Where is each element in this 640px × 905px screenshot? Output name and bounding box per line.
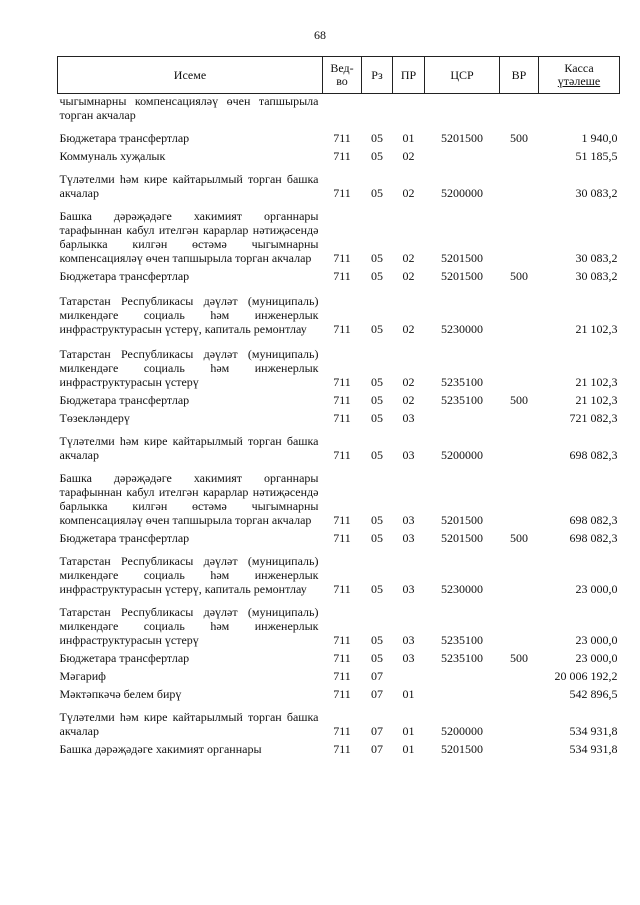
row-vr bbox=[500, 94, 539, 125]
row-name: Коммуналь хуҗалык bbox=[59, 149, 166, 163]
row-vr bbox=[500, 427, 539, 464]
row-rz: 05 bbox=[371, 269, 383, 283]
row-pr: 03 bbox=[402, 448, 415, 462]
row-rz bbox=[362, 94, 393, 125]
row-ved: 711 bbox=[333, 687, 351, 701]
row-ved: 711 bbox=[333, 375, 351, 389]
header-ved: Вед-во bbox=[323, 57, 362, 94]
row-ved: 711 bbox=[333, 513, 351, 527]
row-pr bbox=[393, 94, 425, 125]
row-csr: 5201500 bbox=[441, 742, 483, 756]
row-csr: 5200000 bbox=[441, 186, 483, 200]
row-csr: 5201500 bbox=[441, 269, 483, 283]
row-name: Бюджетара трансфертлар bbox=[59, 393, 190, 407]
row-ved: 711 bbox=[333, 724, 351, 738]
row-vr bbox=[500, 740, 539, 758]
row-vr bbox=[500, 547, 539, 598]
row-ved: 711 bbox=[333, 393, 351, 407]
row-name: Татарстан Республикасы дәүләт (муниципаль) милкендәге социаль һәм инженерлык инфраструктурасын үстерү bbox=[59, 347, 319, 389]
row-pr bbox=[393, 667, 425, 685]
table-row bbox=[58, 740, 620, 758]
row-amount: 698 082,3 bbox=[569, 448, 618, 462]
table-row bbox=[58, 685, 620, 703]
row-pr: 02 bbox=[402, 322, 415, 336]
row-name: Башка дәрәҗәдәге хакимият органнары bbox=[59, 742, 262, 756]
row-amount: 23 000,0 bbox=[575, 651, 618, 665]
row-name: Төзекләндерү bbox=[59, 411, 130, 425]
row-csr: 5201500 bbox=[441, 531, 483, 545]
row-name: Башка дәрәҗәдәге хакимият органнары тарафыннан кабул ителгән карарлар нәтиҗәсендә барлыкка килгән өстәмә чыгымнарны компенсацияләү өчен тапшырыла торган акчалар bbox=[59, 471, 319, 527]
budget-table bbox=[57, 56, 620, 758]
row-name: Бюджетара трансфертлар bbox=[59, 531, 190, 545]
row-csr: 5235100 bbox=[441, 651, 483, 665]
row-rz: 05 bbox=[371, 393, 383, 407]
row-rz: 05 bbox=[371, 582, 383, 596]
table-row bbox=[58, 94, 620, 125]
row-pr: 01 bbox=[402, 724, 415, 738]
page-number: 68 bbox=[314, 28, 326, 42]
header-vr: ВР bbox=[500, 57, 539, 94]
row-ved: 711 bbox=[333, 633, 351, 647]
table-row bbox=[58, 409, 620, 427]
row-amount: 21 102,3 bbox=[575, 375, 618, 389]
row-amount: 21 102,3 bbox=[575, 322, 618, 336]
header-name: Исеме bbox=[58, 57, 323, 94]
header-amount-line2: үтәлеше bbox=[557, 74, 601, 88]
row-vr bbox=[500, 464, 539, 529]
row-amount bbox=[539, 94, 620, 125]
row-ved: 711 bbox=[333, 651, 351, 665]
row-vr bbox=[500, 338, 539, 391]
row-rz: 07 bbox=[371, 669, 383, 683]
row-pr: 03 bbox=[402, 411, 415, 425]
row-name: Татарстан Республикасы дәүләт (муниципаль) милкендәге социаль һәм инженерлык инфраструктурасын үстерү bbox=[59, 605, 319, 647]
row-ved: 711 bbox=[333, 149, 351, 163]
row-pr: 03 bbox=[402, 531, 415, 545]
row-rz: 05 bbox=[371, 322, 383, 336]
row-rz: 05 bbox=[371, 651, 383, 665]
row-pr: 02 bbox=[402, 375, 415, 389]
row-vr: 500 bbox=[510, 269, 528, 283]
row-amount: 23 000,0 bbox=[575, 633, 618, 647]
table-row bbox=[58, 202, 620, 267]
row-csr: 5230000 bbox=[441, 322, 483, 336]
row-pr: 02 bbox=[402, 269, 415, 283]
row-name: чыгымнарны компенсацияләү өчен тапшырыла торган акчалар bbox=[59, 94, 319, 122]
row-rz: 07 bbox=[371, 742, 383, 756]
row-amount: 30 083,2 bbox=[575, 186, 618, 200]
row-vr: 500 bbox=[510, 651, 528, 665]
table-header bbox=[58, 57, 620, 94]
row-rz: 07 bbox=[371, 724, 383, 738]
row-pr: 03 bbox=[402, 513, 415, 527]
row-rz: 05 bbox=[371, 448, 383, 462]
row-vr bbox=[500, 165, 539, 202]
row-rz: 05 bbox=[371, 513, 383, 527]
header-pr: ПР bbox=[393, 57, 425, 94]
table-row bbox=[58, 338, 620, 391]
row-amount: 721 082,3 bbox=[569, 411, 618, 425]
row-csr: 5200000 bbox=[441, 448, 483, 462]
row-csr bbox=[425, 667, 500, 685]
row-pr: 01 bbox=[402, 131, 415, 145]
table-row bbox=[58, 703, 620, 740]
row-pr: 01 bbox=[402, 742, 415, 756]
row-ved: 711 bbox=[333, 669, 351, 683]
table-row bbox=[58, 667, 620, 685]
row-name: Бюджетара трансфертлар bbox=[59, 651, 190, 665]
row-rz: 05 bbox=[371, 251, 383, 265]
row-ved: 711 bbox=[333, 269, 351, 283]
row-name: Татарстан Республикасы дәүләт (муниципаль) милкендәге социаль һәм инженерлык инфраструктурасын үстерү, капиталь ремонтлау bbox=[59, 294, 319, 336]
row-name: Түләтелми һәм кире кайтарылмый торган башка акчалар bbox=[59, 710, 319, 738]
row-vr bbox=[500, 409, 539, 427]
table-row bbox=[58, 547, 620, 598]
row-amount: 542 896,5 bbox=[569, 687, 618, 701]
table-row bbox=[58, 124, 620, 147]
row-name: Түләтелми һәм кире кайтарылмый торган башка акчалар bbox=[59, 172, 319, 200]
row-rz: 07 bbox=[371, 687, 383, 701]
row-name: Бюджетара трансфертлар bbox=[59, 269, 190, 283]
row-ved bbox=[323, 94, 362, 125]
row-rz: 05 bbox=[371, 531, 383, 545]
table-row bbox=[58, 267, 620, 285]
row-pr: 02 bbox=[402, 186, 415, 200]
header-amount bbox=[539, 57, 620, 94]
row-pr: 03 bbox=[402, 651, 415, 665]
row-vr bbox=[500, 202, 539, 267]
row-amount: 30 083,2 bbox=[575, 269, 618, 283]
row-csr: 5201500 bbox=[441, 513, 483, 527]
row-name: Бюджетара трансфертлар bbox=[59, 131, 190, 145]
table-row bbox=[58, 147, 620, 165]
row-amount: 21 102,3 bbox=[575, 393, 618, 407]
row-name: Башка дәрәҗәдәге хакимият органнары тарафыннан кабул ителгән карарлар нәтиҗәсендә барлыкка килгән өстәмә чыгымнарны компенсацияләү өчен тапшырыла торган акчалар bbox=[59, 209, 319, 265]
row-amount: 534 931,8 bbox=[569, 742, 618, 756]
row-amount: 30 083,2 bbox=[575, 251, 618, 265]
row-rz: 05 bbox=[371, 186, 383, 200]
header-rz: Рз bbox=[362, 57, 393, 94]
row-rz: 05 bbox=[371, 131, 383, 145]
row-csr: 5235100 bbox=[441, 375, 483, 389]
row-csr bbox=[425, 409, 500, 427]
table-row bbox=[58, 285, 620, 338]
row-name: Мәгариф bbox=[59, 669, 106, 683]
table-row bbox=[58, 391, 620, 409]
row-ved: 711 bbox=[333, 322, 351, 336]
table-body bbox=[58, 94, 620, 759]
row-amount: 20 006 192,2 bbox=[554, 669, 618, 683]
table-row bbox=[58, 427, 620, 464]
row-ved: 711 bbox=[333, 448, 351, 462]
row-amount: 1 940,0 bbox=[581, 131, 618, 145]
row-name: Мәктәпкәчә белем бирү bbox=[59, 687, 182, 701]
table-row bbox=[58, 598, 620, 649]
row-ved: 711 bbox=[333, 742, 351, 756]
row-vr bbox=[500, 703, 539, 740]
row-ved: 711 bbox=[333, 411, 351, 425]
row-vr: 500 bbox=[510, 131, 528, 145]
row-vr: 500 bbox=[510, 393, 528, 407]
row-pr: 03 bbox=[402, 582, 415, 596]
row-csr: 5200000 bbox=[441, 724, 483, 738]
row-amount: 698 082,3 bbox=[569, 513, 618, 527]
row-pr: 02 bbox=[402, 149, 415, 163]
row-name: Татарстан Республикасы дәүләт (муниципаль) милкендәге социаль һәм инженерлык инфраструктурасын үстерү, капиталь ремонтлау bbox=[59, 554, 319, 596]
row-pr: 02 bbox=[402, 251, 415, 265]
table-row bbox=[58, 649, 620, 667]
table-row bbox=[58, 165, 620, 202]
row-csr: 5201500 bbox=[441, 131, 483, 145]
row-amount: 698 082,3 bbox=[569, 531, 618, 545]
row-pr: 01 bbox=[402, 687, 415, 701]
row-vr bbox=[500, 598, 539, 649]
row-vr bbox=[500, 685, 539, 703]
row-rz: 05 bbox=[371, 375, 383, 389]
row-ved: 711 bbox=[333, 251, 351, 265]
row-ved: 711 bbox=[333, 531, 351, 545]
row-csr: 5235100 bbox=[441, 633, 483, 647]
row-pr: 03 bbox=[402, 633, 415, 647]
row-rz: 05 bbox=[371, 633, 383, 647]
table-row bbox=[58, 464, 620, 529]
header-csr: ЦСР bbox=[425, 57, 500, 94]
row-csr: 5235100 bbox=[441, 393, 483, 407]
row-pr: 02 bbox=[402, 393, 415, 407]
row-vr: 500 bbox=[510, 531, 528, 545]
row-csr: 5201500 bbox=[441, 251, 483, 265]
row-amount: 534 931,8 bbox=[569, 724, 618, 738]
row-name: Түләтелми һәм кире кайтарылмый торган башка акчалар bbox=[59, 434, 319, 462]
table-row bbox=[58, 529, 620, 547]
header-amount-line1: Касса bbox=[564, 61, 594, 75]
row-vr bbox=[500, 147, 539, 165]
row-csr bbox=[425, 147, 500, 165]
row-csr: 5230000 bbox=[441, 582, 483, 596]
row-ved: 711 bbox=[333, 186, 351, 200]
row-vr bbox=[500, 285, 539, 338]
row-amount: 23 000,0 bbox=[575, 582, 618, 596]
row-rz: 05 bbox=[371, 411, 383, 425]
row-ved: 711 bbox=[333, 131, 351, 145]
row-csr bbox=[425, 685, 500, 703]
row-vr bbox=[500, 667, 539, 685]
row-amount: 51 185,5 bbox=[575, 149, 618, 163]
row-rz: 05 bbox=[371, 149, 383, 163]
row-csr bbox=[425, 94, 500, 125]
row-ved: 711 bbox=[333, 582, 351, 596]
